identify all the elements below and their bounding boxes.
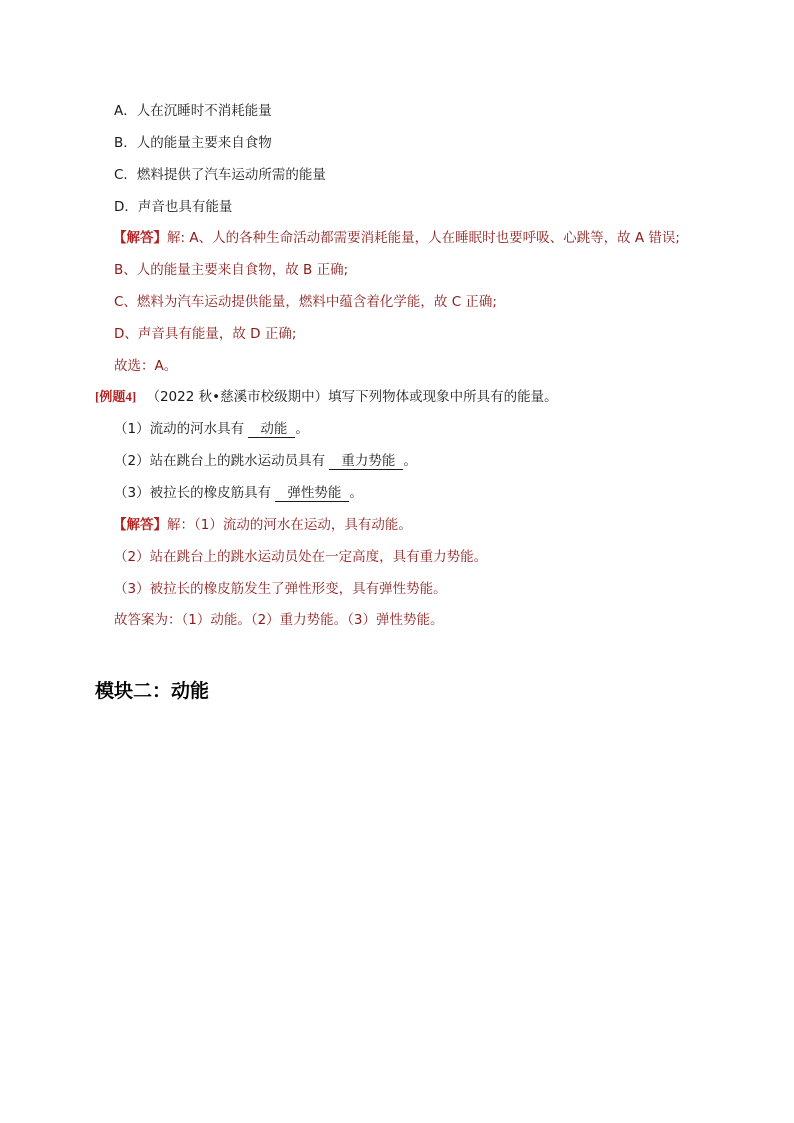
answer1-line1	[113, 229, 680, 247]
question-1-prefix: （1）流动的河水具有	[114, 421, 245, 437]
option-a: A．人在沉睡时不消耗能量	[114, 103, 272, 119]
answer-tag: 【解答】	[113, 230, 167, 246]
answer1-line2: B、人的能量主要来自食物，故 B 正确;	[114, 262, 349, 278]
answer1-text1: 解: A、人的各种生命活动都需要消耗能量，人在睡眠时也要呼吸、心跳等，故 A 错误;	[167, 230, 680, 246]
option-b: B．人的能量主要来自食物	[114, 135, 272, 151]
example4-source: （2022 秋•慈溪市校级期中）填写下列物体或现象中所具有的能量。	[146, 389, 558, 405]
answer2-line1	[113, 516, 412, 534]
answer1-choice: 故选：A。	[114, 358, 178, 374]
question-2-answer-blank: 重力势能	[329, 453, 403, 470]
example4-header	[95, 388, 558, 406]
option-c: C．燃料提供了汽车运动所需的能量	[114, 167, 326, 183]
answer-tag: 【解答】	[113, 517, 167, 533]
answer2-line2: （2）站在跳台上的跳水运动员处在一定高度，具有重力势能。	[114, 549, 488, 565]
question-1-answer-blank: 动能	[248, 421, 295, 438]
example-tag: [例题4]	[95, 389, 137, 404]
question-3-prefix: （3）被拉长的橡皮筋具有	[114, 485, 272, 501]
question-3	[114, 484, 363, 502]
answer2-final: 故答案为：（1）动能。（2）重力势能。（3）弹性势能。	[114, 612, 444, 628]
answer1-line4: D、声音具有能量，故 D 正确;	[114, 326, 297, 342]
question-1	[114, 420, 309, 438]
question-1-suffix: 。	[295, 421, 309, 437]
option-d: D．声音也具有能量	[114, 199, 233, 215]
question-2-prefix: （2）站在跳台上的跳水运动员具有	[114, 453, 326, 469]
question-2	[114, 452, 417, 470]
section-title: 模块二：动能	[95, 680, 210, 702]
question-3-suffix: 。	[349, 485, 363, 501]
question-3-answer-blank: 弹性势能	[275, 485, 349, 502]
answer2-line3: （3）被拉长的橡皮筋发生了弹性形变，具有弹性势能。	[114, 581, 447, 597]
answer1-line3: C、燃料为汽车运动提供能量，燃料中蕴含着化学能，故 C 正确;	[114, 294, 497, 310]
question-2-suffix: 。	[403, 453, 417, 469]
answer2-text1: 解：（1）流动的河水在运动，具有动能。	[167, 517, 412, 533]
